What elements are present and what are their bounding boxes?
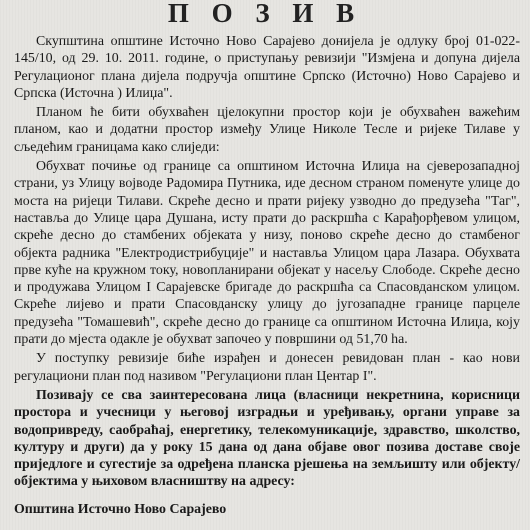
paragraph-decision: Скупштина општине Источно Ново Сарајево донијела је одлуку број 01-022-145/10, од 29. 10. 2011. године, о приступању ревизији "Измјена и допуна дијела Регулационог плана дијела подручја општине Српско (Источно) Ново Сарајево и Српска (Источна ) Илиџа". bbox=[14, 34, 520, 101]
paragraph-boundaries: Обухват почиње од границе са општином Источна Илиџа на сјеверозападној страни, уз Улицу војводе Радомира Путника, иде десном страном поменуте улице до моста на ријеци Тилави. Скреће десно и прати ријеку узводно до предузећа "Таг", наставља до Улице цара Душана, исту прати до раскршћа с Карађорђевом улицом, скреће десно до стамбених објеката у низу, поново скреће десно до стамбеног објекта радника "Електродистрибуције" и наставља Улицом цара Лазара. Обухвата прве куће на кружном току, новопланирани објекат у насељу Слободе. Скреће десно и продужава Улицом I Сарајевске бригаде до раскршћа са Спасовданском улицом. Скреће лијево и прати Спасовданску улицу до југозападне границе парцеле предузећа "Томашевић", скреће десно до границе са општином Источна Илиџа, коју прати до мјеста одакле је обухват започео у површини од 51,70 ha. bbox=[14, 159, 520, 348]
notice-body bbox=[14, 33, 520, 520]
page-title: П О З И В bbox=[167, 0, 363, 28]
paragraph-revision: У поступку ревизије биће израђен и донесен ревидован план - као нови регулациони план под називом "Регулациони план Центар I". bbox=[14, 351, 520, 384]
address-line: Општина Источно Ново Сарајево bbox=[14, 501, 227, 517]
paragraph-invitation: Позивају се сва заинтересована лица (власници некретнина, корисници простора и учесници у његовој изградњи и уређивању, органи управе за водопривреду, саобраћај, енергетику, телекомуникације, здравство, школство, културу и други) да у року 15 дана од дана објаве овог позива доставе своје приједлоге и сугестије за одређена планска рјешења на земљишту или објекту/објектима у њиховом власништву на адресу: bbox=[14, 387, 520, 490]
paragraph-plan-scope: Планом ће бити обухваћен цјелокупни простор који је обухваћен важећим планом, као и додатни простор између Улице Николе Тесле и ријеке Тилаве у сљедећим границама како слиједи: bbox=[14, 105, 520, 155]
